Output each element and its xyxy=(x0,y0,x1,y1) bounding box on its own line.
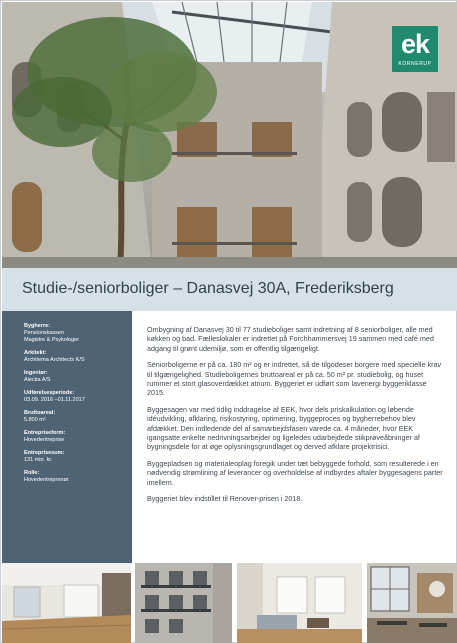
fact-label: Rolle: xyxy=(24,470,40,476)
fact-label: Entrepriseform: xyxy=(24,430,66,436)
project-facts-sidebar xyxy=(2,311,132,563)
fact-label: Bruttoareal: xyxy=(24,410,56,416)
fact-label: Bygherre: xyxy=(24,323,50,329)
fact-udfoerelsesperiode xyxy=(24,390,132,404)
paragraph: Byggeriet blev indstillet til Renover-prisen i 2018. xyxy=(147,494,303,504)
fact-entrepriseform xyxy=(24,430,132,444)
paragraph: Ombygning af Danasvej 30 til 77 studieboliger samt indretning af 8 seniorboliger, alle med køkken og bad. Fælleslokaler er indrettet på Forchhammersvej 19 sammen med café med adgang til grønt udemiljø, som er offentlig tilgængeligt. xyxy=(147,325,434,353)
fact-label: Entreprisesum: xyxy=(24,450,65,456)
title-band xyxy=(2,268,457,311)
photo-apartment-interior xyxy=(2,563,131,643)
fact-value: 5.800 m² xyxy=(24,417,46,423)
fact-value: Hovedentreprenør xyxy=(24,477,69,483)
photo-living-room xyxy=(237,563,362,643)
project-description xyxy=(147,325,443,511)
fact-value: 131 mio. kr. xyxy=(24,457,53,463)
fact-label: Arkitekt: xyxy=(24,350,47,356)
fact-value: Pensionskassen Magistre & Psykologer xyxy=(24,330,80,343)
interior-photo-illustration xyxy=(2,563,131,643)
paragraph: Byggesagen var med tidlig inddragelse af EEK, hvor dels priskalkulation og løbende idéudvikling, afklaring, risikostyring, optimering, byggeproces og bygherrebehov blev afdækket. Den indledende del af samarbejdsfasen varede ca. 4 måneder, hvor EEK igangsatte enkelte nedrivningsarbejder og ligeledes udarbejdede stikprøveåbninger af bygningsdele for at øge oplysningsgrundlaget og derved afklare projektrisici. xyxy=(147,404,420,452)
logo-subtext: KORNERUP xyxy=(398,61,432,67)
fact-label: Ingeniør: xyxy=(24,370,48,376)
fact-value: Architema Architects K/S xyxy=(24,357,85,363)
fact-value: 03.09. 2016 –01.11.2017 xyxy=(24,397,85,403)
fact-value: Alectia A/S xyxy=(24,377,51,383)
living-room-photo-illustration xyxy=(237,563,362,643)
fact-value: Hovedentreprise xyxy=(24,437,65,443)
logo-mark: ek xyxy=(400,29,430,59)
facade-photo-illustration xyxy=(135,563,232,643)
fact-bygherre xyxy=(24,323,132,344)
fact-label: Udførelsesperiode: xyxy=(24,390,75,396)
fact-arkitekt xyxy=(24,350,132,364)
ek-kornerup-logo xyxy=(392,26,438,72)
photo-atrium-cafe xyxy=(367,563,457,643)
fact-ingenioer xyxy=(24,370,132,384)
atrium-illustration xyxy=(2,2,457,268)
fact-entreprisesum xyxy=(24,450,132,464)
hero-atrium-photo xyxy=(2,2,457,268)
paragraph: Seniorboligerne er på ca. 180 m² og er indrettet, så de tilgodeser borgere med specielle krav til tilgængelighed. Studieboligernes bruttoareal er på ca. 50 m² pr. studiebolig, og huset rummer et stort glasoverdækket atrium. Byggeriet er udført som lavenergi byggeriklasse 2015. xyxy=(147,360,442,398)
page-title: Studie-/seniorboliger – Danasvej 30A, Frederiksberg xyxy=(22,280,394,297)
photo-facade-balconies xyxy=(135,563,232,643)
fact-rolle xyxy=(24,470,132,484)
fact-bruttoareal xyxy=(24,410,132,424)
paragraph: Byggepladsen og materialeoplag foregik under tæt bebyggede forhold, som resulterede i en nødvendig strømlining af leverancer og overholdelse af indbyrdes aftaler byggesagens parter imellem. xyxy=(147,458,443,487)
cafe-photo-illustration xyxy=(367,563,457,643)
